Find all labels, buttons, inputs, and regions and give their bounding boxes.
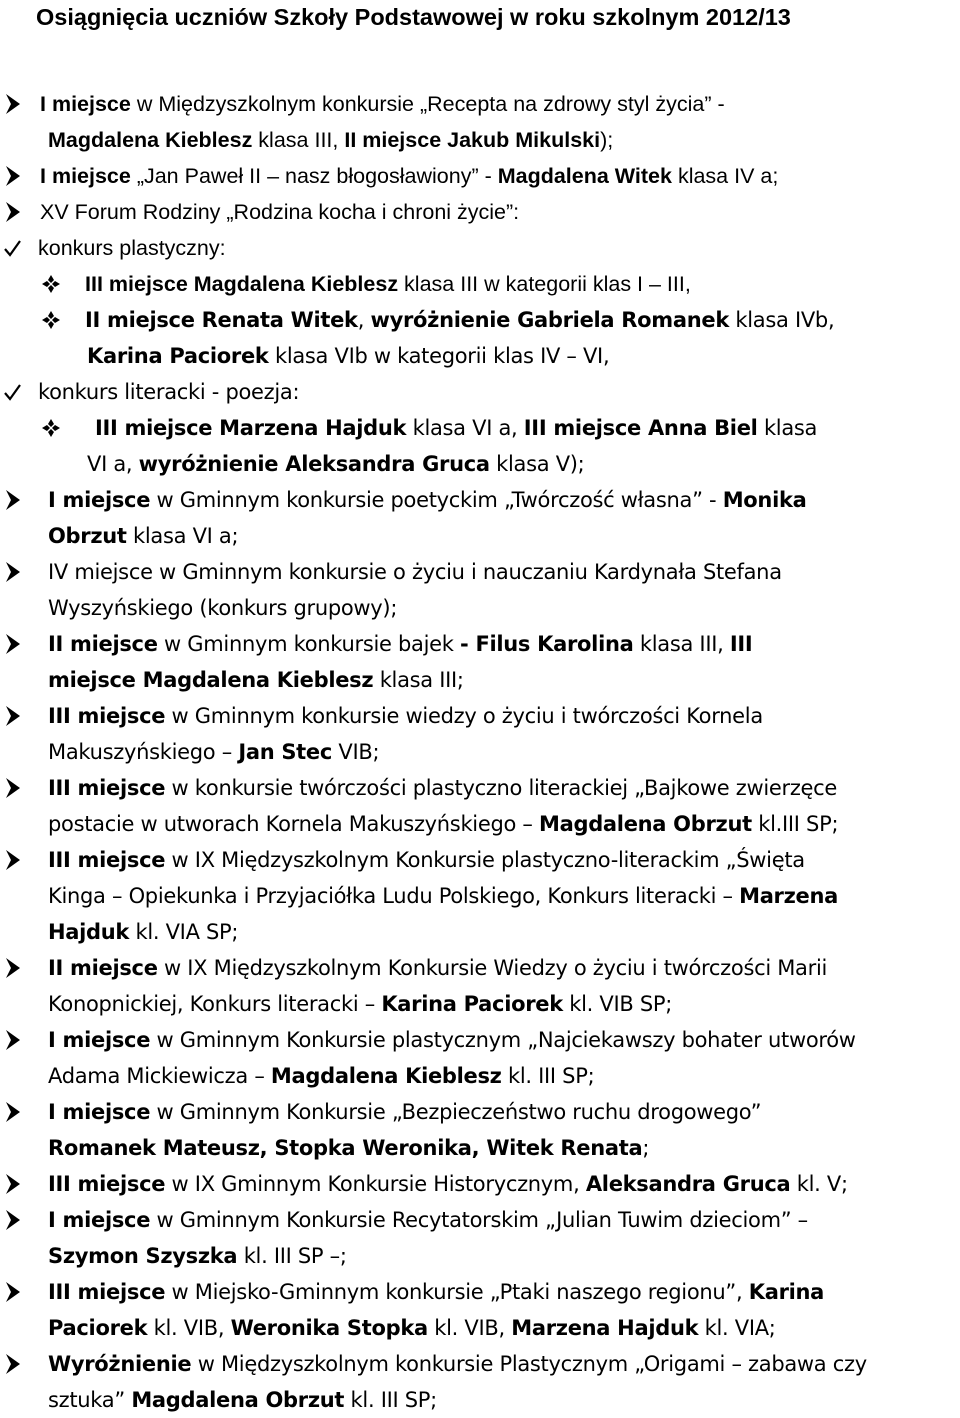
bold-text: Jan Stec [238, 740, 333, 764]
arrow-bullet-icon [2, 482, 24, 518]
text: klasa IVb, [729, 308, 835, 332]
list-item [0, 950, 960, 1022]
list-item [0, 194, 960, 230]
text: klasa V); [489, 452, 585, 476]
text: w IX Gminnym Konkursie Historycznym, [165, 1172, 586, 1196]
list-item-line [48, 1346, 867, 1382]
list-item-line [48, 626, 752, 662]
list-item-line [48, 806, 838, 842]
arrow-bullet-icon [2, 1166, 24, 1202]
bold-text: II miejsce [48, 632, 158, 656]
list-item-line [48, 554, 782, 590]
bold-text: Karina Paciorek [87, 344, 269, 368]
text: w Gminnym Konkursie plastycznym „Najciekawszy bohater utworów [150, 1028, 856, 1052]
bold-text: Magdalena Obrzut [539, 812, 752, 836]
bold-text: III miejsce Anna Biel [523, 416, 758, 440]
bold-text: Wyróżnienie [48, 1352, 192, 1376]
list-item-line [85, 266, 691, 302]
list-item-line [38, 374, 299, 410]
text: kl. VIB, [427, 1316, 512, 1340]
bold-text: Obrzut [48, 524, 127, 548]
arrow-bullet-icon [2, 158, 24, 194]
bold-text: Paciorek [48, 1316, 148, 1340]
list-item [0, 302, 960, 374]
text: Makuszyńskiego – [48, 740, 239, 764]
text: , [357, 308, 371, 332]
text: w Gminnym Konkursie „Bezpieczeństwo ruchu drogowego” [150, 1100, 762, 1124]
list-item-line [40, 86, 725, 122]
list-item [0, 86, 960, 158]
bold-text: I miejsce [48, 1208, 151, 1232]
bold-text: Romanek Mateusz, Stopka Weronika, Witek Renata [48, 1136, 643, 1160]
arrow-bullet-icon [2, 1094, 24, 1130]
list-item-line [48, 950, 827, 986]
bold-text: Karina [748, 1280, 825, 1304]
list-item-line [48, 1238, 347, 1274]
text: kl. V; [790, 1172, 848, 1196]
text: Kinga – Opiekunka i Przyjaciółka Ludu Polskiego, Konkurs literacki – [48, 884, 740, 908]
text: w IX Międzyszkolnym Konkursie plastyczno-literackim „Święta [165, 848, 805, 872]
text: w Gminnym konkursie bajek [157, 632, 461, 656]
bold-text: Monika [722, 488, 807, 512]
bold-text: III miejsce [48, 1280, 166, 1304]
arrow-bullet-icon [2, 770, 24, 806]
list-item-line [48, 1022, 856, 1058]
list-item [0, 842, 960, 950]
arrow-bullet-icon [2, 86, 24, 122]
bold-text: I miejsce [40, 164, 131, 188]
list-item-line [48, 1382, 437, 1418]
text: w Gminnym konkursie poetyckim „Twórczość własna” - [150, 488, 723, 512]
text: w IX Międzyszkolnym Konkursie Wiedzy o życiu i twórczości Marii [157, 956, 828, 980]
text: „Jan Paweł II – nasz błogosławiony” - [130, 164, 498, 188]
list-item-line [48, 1166, 848, 1202]
list-item-line [48, 518, 238, 554]
bold-text: III miejsce [48, 776, 166, 800]
list-item-line [48, 1094, 761, 1130]
bold-text: Magdalena Obrzut [131, 1388, 345, 1412]
list-item-line [87, 338, 609, 374]
list-item [0, 554, 960, 626]
bold-text: I miejsce [40, 92, 131, 116]
bold-text: Magdalena Kieblesz [270, 1064, 502, 1088]
arrow-bullet-icon [2, 698, 24, 734]
bold-text: wyróżnienie Aleksandra Gruca [138, 452, 490, 476]
text: sztuka” [48, 1388, 132, 1412]
bold-text: miejsce Magdalena Kieblesz [48, 668, 374, 692]
text: w Międzyszkolnym konkursie „Recepta na zdrowy styl życia” - [130, 92, 725, 116]
diamond-bullet-icon [40, 266, 62, 302]
list-item-line [48, 1058, 594, 1094]
text: w Międzyszkolnym konkursie Plastycznym „Origami – zabawa czy [191, 1352, 867, 1376]
text: IV miejsce w Gminnym konkursie o życiu i nauczaniu Kardynała Stefana [48, 560, 782, 584]
bold-text: III miejsce [48, 848, 166, 872]
bold-text: - Filus Karolina [460, 632, 634, 656]
text: w Gminnym Konkursie Recytatorskim „Julian Tuwim dzieciom” – [150, 1208, 808, 1232]
diamond-bullet-icon [40, 410, 62, 446]
text: VIB; [332, 740, 380, 764]
bold-text: II miejsce [48, 956, 158, 980]
bold-text: Karina Paciorek [381, 992, 563, 1016]
list-item-line [40, 194, 519, 230]
text: Konopnickiej, Konkurs literacki – [48, 992, 382, 1016]
bold-text: I miejsce [48, 1100, 151, 1124]
arrow-bullet-icon [2, 626, 24, 662]
list-item [0, 1202, 960, 1274]
list-item-line [48, 914, 238, 950]
text: klasa III, [633, 632, 730, 656]
arrow-bullet-icon [2, 1274, 24, 1310]
bold-text: III miejsce [48, 1172, 166, 1196]
list-item-line [40, 158, 778, 194]
text: klasa VI a; [126, 524, 239, 548]
list-item-line [48, 1274, 824, 1310]
text: klasa VIb w kategorii klas IV – VI, [268, 344, 610, 368]
checkmark-bullet-icon [2, 230, 24, 266]
text: w Gminnym konkursie wiedzy o życiu i twórczości Kornela [165, 704, 763, 728]
bold-text: Weronika Stopka [230, 1316, 428, 1340]
text: kl. III SP –; [237, 1244, 347, 1268]
arrow-bullet-icon [2, 1346, 24, 1382]
list-item [0, 770, 960, 842]
list-item [0, 698, 960, 770]
list-item [0, 410, 960, 482]
text: klasa IV a; [671, 164, 779, 188]
text: klasa III; [373, 668, 464, 692]
list-item [0, 1166, 960, 1202]
list-item [0, 374, 960, 410]
bold-text: Hajduk [48, 920, 130, 944]
bold-text: Marzena [739, 884, 839, 908]
text: Adama Mickiewicza – [48, 1064, 271, 1088]
text: kl. VIA SP; [129, 920, 239, 944]
text: klasa VI a, [406, 416, 524, 440]
list-item-line [48, 122, 613, 158]
list-item-line [48, 1202, 808, 1238]
text: w Miejsko-Gminnym konkursie „Ptaki naszego regionu”, [165, 1280, 749, 1304]
text: Wyszyńskiego (konkurs grupowy); [48, 596, 398, 620]
list-item-line [48, 1130, 649, 1166]
text: klasa III w kategorii klas I – III, [398, 272, 691, 296]
list-item-line [48, 698, 763, 734]
text: w konkursie twórczości plastyczno literackiej „Bajkowe zwierzęce [165, 776, 838, 800]
bold-text: I miejsce [48, 488, 151, 512]
list-item-line [48, 1310, 776, 1346]
text: ; [642, 1136, 650, 1160]
text: VI a, [87, 452, 139, 476]
bold-text: II miejsce Jakub Mikulski [344, 128, 601, 152]
list-item-line [48, 662, 464, 698]
text: kl. VIA; [698, 1316, 776, 1340]
bold-text: Magdalena Kieblesz [48, 128, 253, 152]
list-item-line [48, 770, 837, 806]
text: kl. VIB SP; [562, 992, 673, 1016]
list-item-line [38, 230, 226, 266]
text: kl.III SP; [751, 812, 839, 836]
list-item [0, 482, 960, 554]
list-item-line [85, 302, 834, 338]
bold-text: III [729, 632, 753, 656]
list-item-line [48, 986, 672, 1022]
checkmark-bullet-icon [2, 374, 24, 410]
text: kl. VIB, [147, 1316, 231, 1340]
text: klasa III, [252, 128, 345, 152]
arrow-bullet-icon [2, 1022, 24, 1058]
text: klasa [757, 416, 818, 440]
bold-text: III miejsce Magdalena Kieblesz [85, 272, 399, 296]
bold-text: Magdalena Witek [497, 164, 672, 188]
page-title: Osiągnięcia uczniów Szkoły Podstawowej w roku szkolnym 2012/13 [36, 4, 791, 30]
arrow-bullet-icon [2, 1202, 24, 1238]
list-item-line [48, 734, 379, 770]
list-item [0, 1022, 960, 1094]
bold-text: I miejsce [48, 1028, 151, 1052]
text: ); [600, 128, 614, 152]
text: konkurs plastyczny: [38, 236, 226, 260]
bold-text: Aleksandra Gruca [585, 1172, 791, 1196]
bold-text: Szymon Szyszka [48, 1244, 238, 1268]
list-item [0, 1346, 960, 1418]
list-item-line [48, 878, 838, 914]
list-item [0, 158, 960, 194]
list-item-line [87, 446, 584, 482]
bold-text: Marzena Hajduk [511, 1316, 699, 1340]
diamond-bullet-icon [40, 302, 62, 338]
list-item-line [48, 842, 805, 878]
list-item-line [48, 482, 807, 518]
list-item-line [48, 590, 397, 626]
list-item [0, 1094, 960, 1166]
list-item [0, 626, 960, 698]
text: kl. III SP; [501, 1064, 595, 1088]
text: kl. III SP; [344, 1388, 437, 1412]
bold-text: wyróżnienie Gabriela Romanek [370, 308, 730, 332]
bold-text: II miejsce Renata Witek [85, 308, 358, 332]
text: XV Forum Rodziny „Rodzina kocha i chroni życie”: [40, 200, 520, 224]
text: postacie w utworach Kornela Makuszyńskiego – [48, 812, 539, 836]
list-item [0, 266, 960, 302]
arrow-bullet-icon [2, 554, 24, 590]
text: konkurs literacki - poezja: [38, 380, 300, 404]
arrow-bullet-icon [2, 194, 24, 230]
bold-text: III miejsce Marzena Hajduk [95, 416, 407, 440]
list-item-line [95, 410, 817, 446]
list-item [0, 1274, 960, 1346]
arrow-bullet-icon [2, 950, 24, 986]
bold-text: III miejsce [48, 704, 166, 728]
arrow-bullet-icon [2, 842, 24, 878]
list-item [0, 230, 960, 266]
